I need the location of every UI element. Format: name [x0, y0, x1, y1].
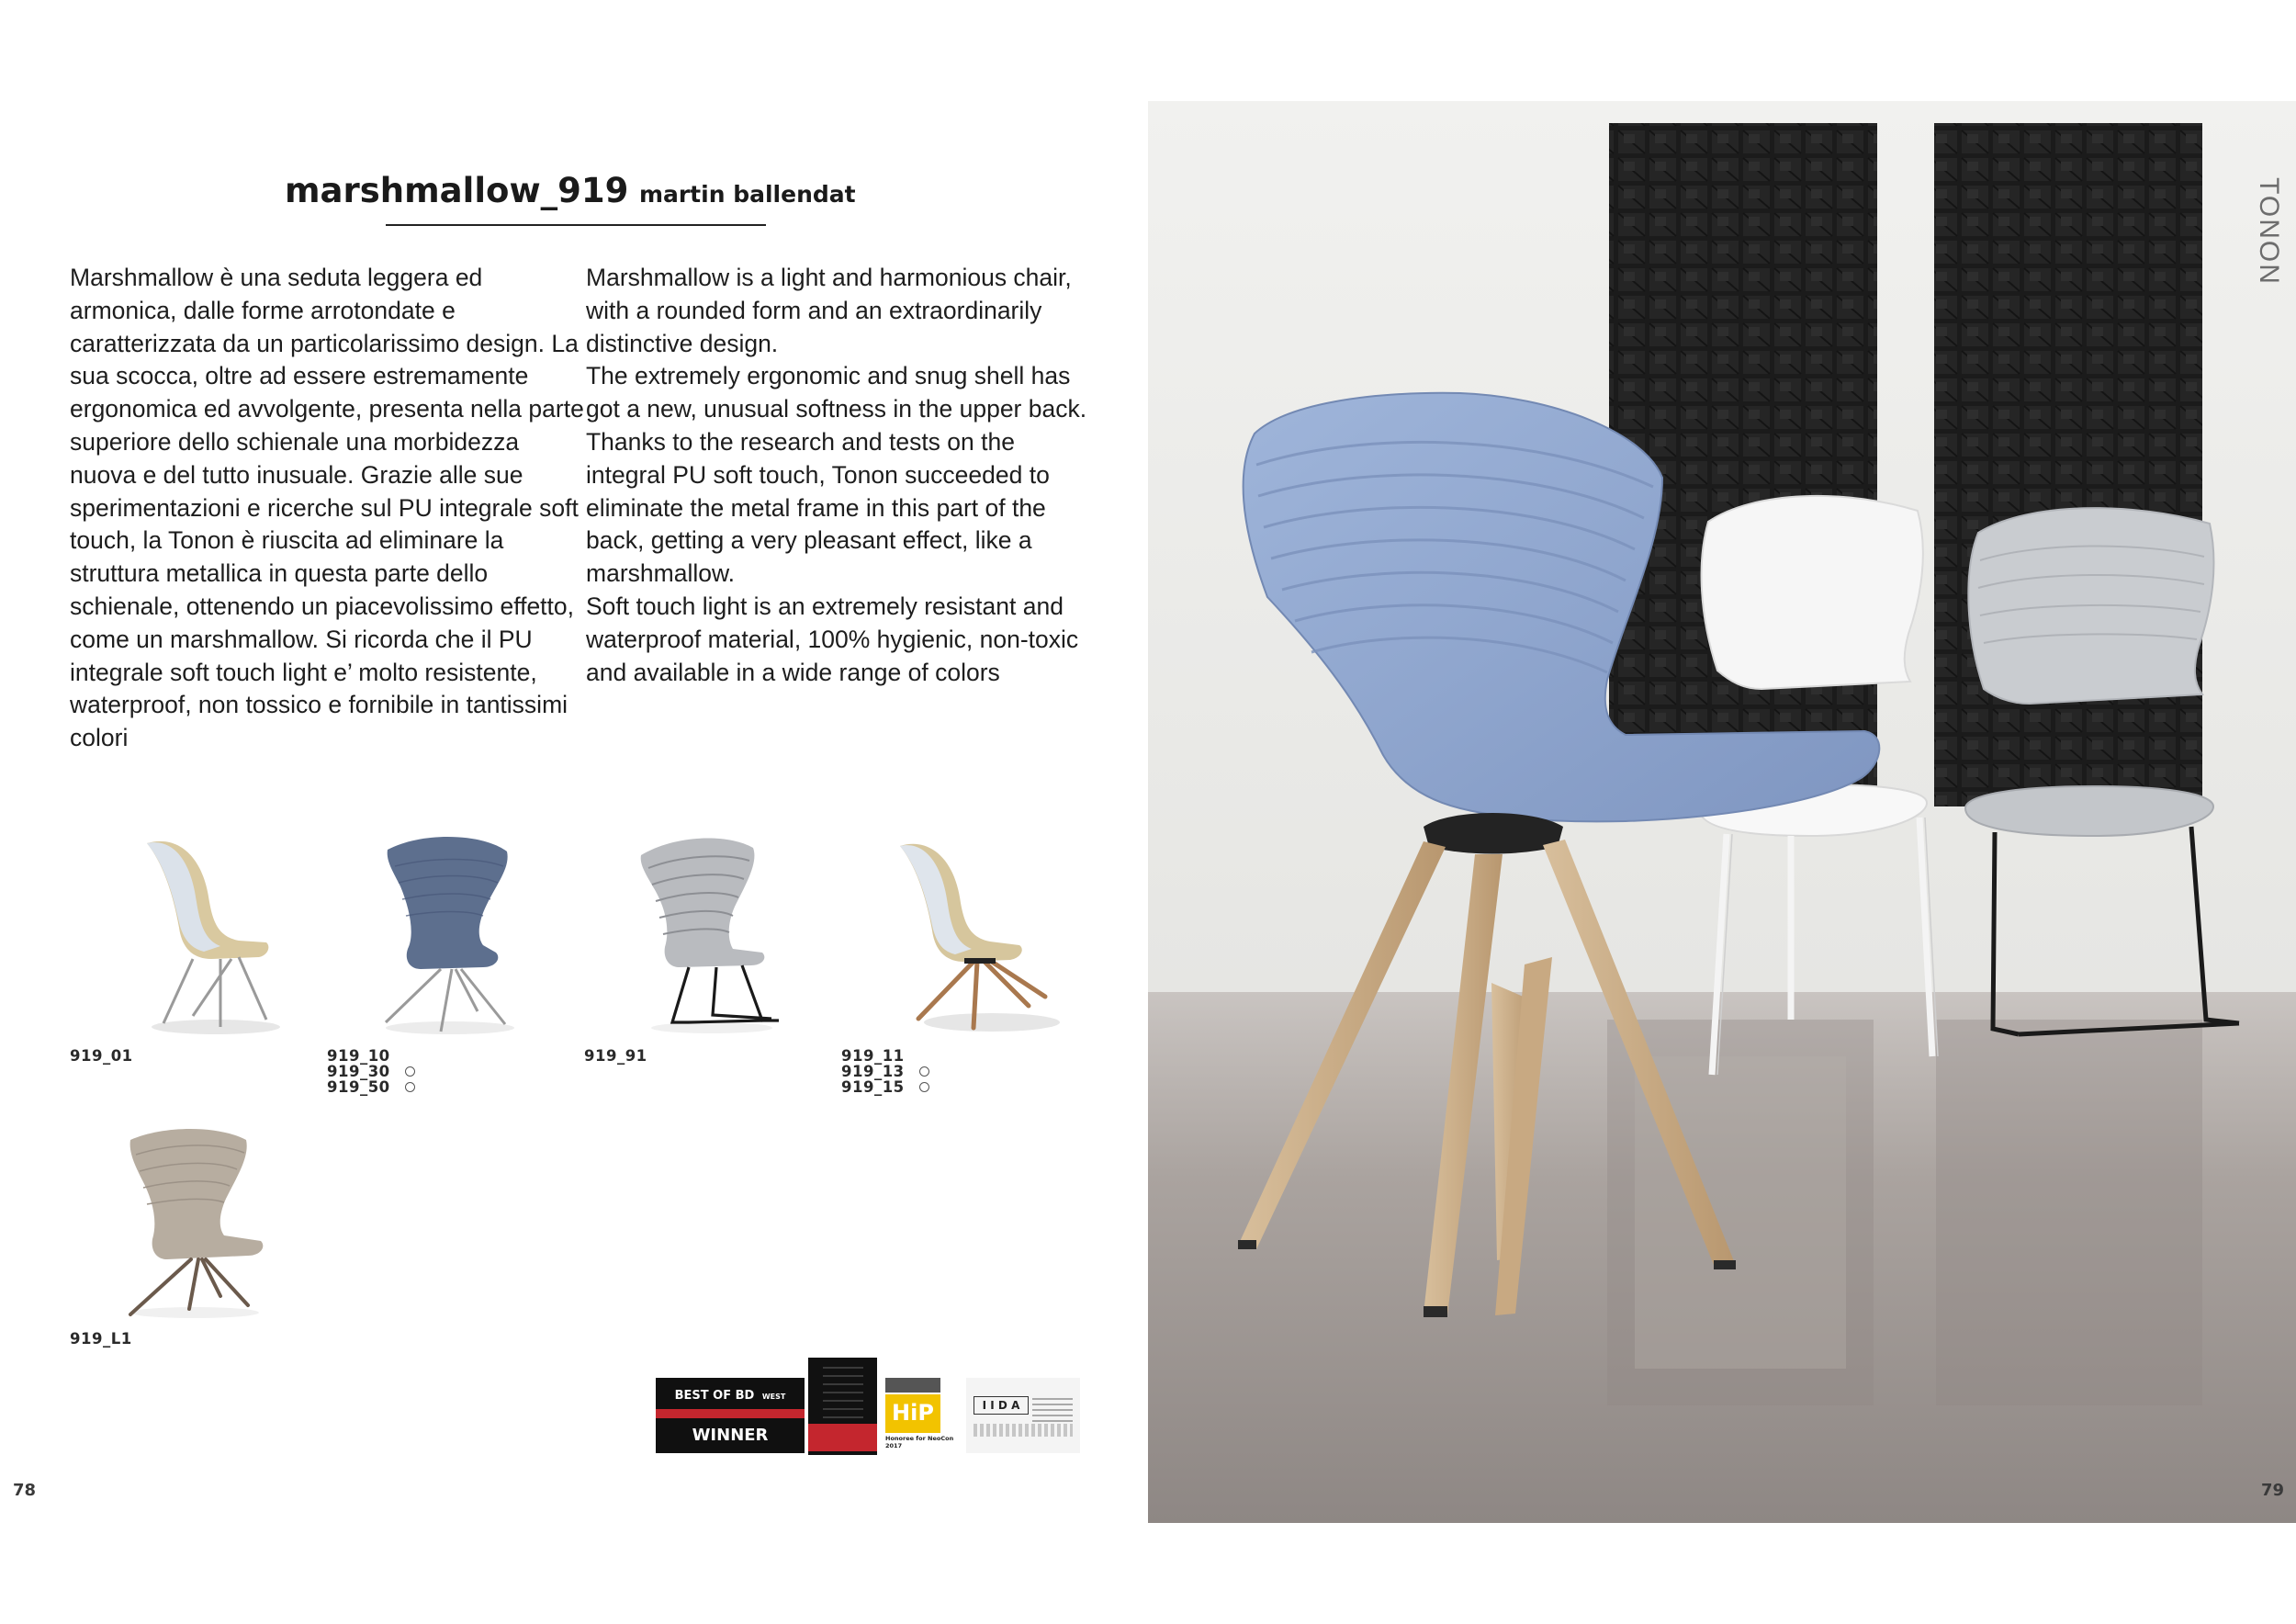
variant-code: 919_15	[841, 1078, 905, 1096]
award-best-of-bd-winner: WINNER	[692, 1426, 769, 1445]
variant-codes-5	[70, 1331, 132, 1347]
title-underline	[386, 224, 766, 226]
brand-name: TONON	[2254, 177, 2285, 286]
description-italian-text: Marshmallow è una seduta leggera ed armonica, dalle forme arrotondate e caratterizzata da un particolarissimo design. La sua scocca, oltre ad essere estremamente ergonomica ed avvolgente, presenta nella parte superiore dello schienale una morbidezza nuova e del tutto inusuale. Grazie alle sue sperimentazioni e ricerche sul PU integrale soft touch, la Tonon è riuscita ad eliminare la struttura metallica in questa parte dello schienale, ottenendo un piacevolissimo effetto, come un marshmallow. Si ricorda che il PU integrale soft touch light e’ molto resistente, waterproof, non tossico e fornibile in tantissimi colori	[70, 264, 584, 752]
page-number-left: 78	[13, 1481, 37, 1500]
variant-code: 919_50	[327, 1078, 390, 1096]
lifestyle-photo	[1148, 101, 2296, 1523]
variant-code: 919_11	[841, 1047, 905, 1065]
award-hip-mark: HiP	[885, 1394, 940, 1433]
chair-thumbnail-919-11	[882, 831, 1056, 1038]
award-iida-logo	[966, 1378, 1080, 1453]
description-english-p2: The extremely ergonomic and snug shell has got a new, unusual softness in the upper back. Thanks to the research and tests on the integral PU soft touch, Tonon succeeded to eliminate the metal frame in this part of the back, getting a very pleasant effect, like a marshmallow.	[586, 362, 1087, 588]
award-interior-innovation-logo	[808, 1358, 877, 1455]
page-number-right: 79	[2261, 1481, 2285, 1500]
description-english-p3: Soft touch light is an extremely resistant and waterproof material, 100% hygienic, non-toxic and available in a wide range of colors	[586, 592, 1079, 686]
variant-code: 919_01	[70, 1047, 133, 1065]
variant-code: 919_30	[327, 1063, 390, 1080]
wall-art-panel-right	[1934, 123, 2202, 806]
variant-code: 919_L1	[70, 1330, 132, 1348]
award-best-of-bd-region: WEST	[761, 1393, 786, 1401]
variant-code: 919_13	[841, 1063, 905, 1080]
product-title	[285, 171, 856, 210]
chair-thumbnail-919-L1	[110, 1125, 285, 1323]
award-best-of-bd-title: BEST OF BD	[674, 1389, 755, 1403]
color-swatch-icon	[919, 1082, 929, 1092]
award-hip-note: Honoree for NeoCon 2017	[885, 1435, 954, 1449]
color-swatch-icon	[405, 1082, 415, 1092]
color-swatch-icon	[405, 1066, 415, 1077]
chair-thumbnail-919-91	[625, 831, 790, 1038]
brand-logo	[2254, 176, 2285, 287]
product-name: marshmallow_919	[285, 171, 629, 210]
award-best-of-bd-logo	[656, 1378, 805, 1453]
color-swatch-icon	[919, 1066, 929, 1077]
variant-codes-4	[841, 1048, 929, 1095]
variant-codes-3	[584, 1048, 647, 1064]
designer-name: martin ballendat	[638, 181, 856, 208]
description-english	[586, 262, 1100, 689]
award-hip-logo	[885, 1378, 962, 1455]
variant-codes-2	[327, 1048, 415, 1095]
award-iida-mark: I I D A	[974, 1396, 1029, 1415]
chair-thumbnail-919-01	[129, 827, 285, 1038]
chair-thumbnail-919-10	[367, 831, 533, 1038]
variant-code: 919_10	[327, 1047, 390, 1065]
variant-codes-1	[70, 1048, 133, 1064]
description-english-p1: Marshmallow is a light and harmonious chair, with a rounded form and an extraordinarily distinctive design.	[586, 264, 1072, 357]
variant-code: 919_91	[584, 1047, 647, 1065]
description-italian	[70, 262, 584, 755]
